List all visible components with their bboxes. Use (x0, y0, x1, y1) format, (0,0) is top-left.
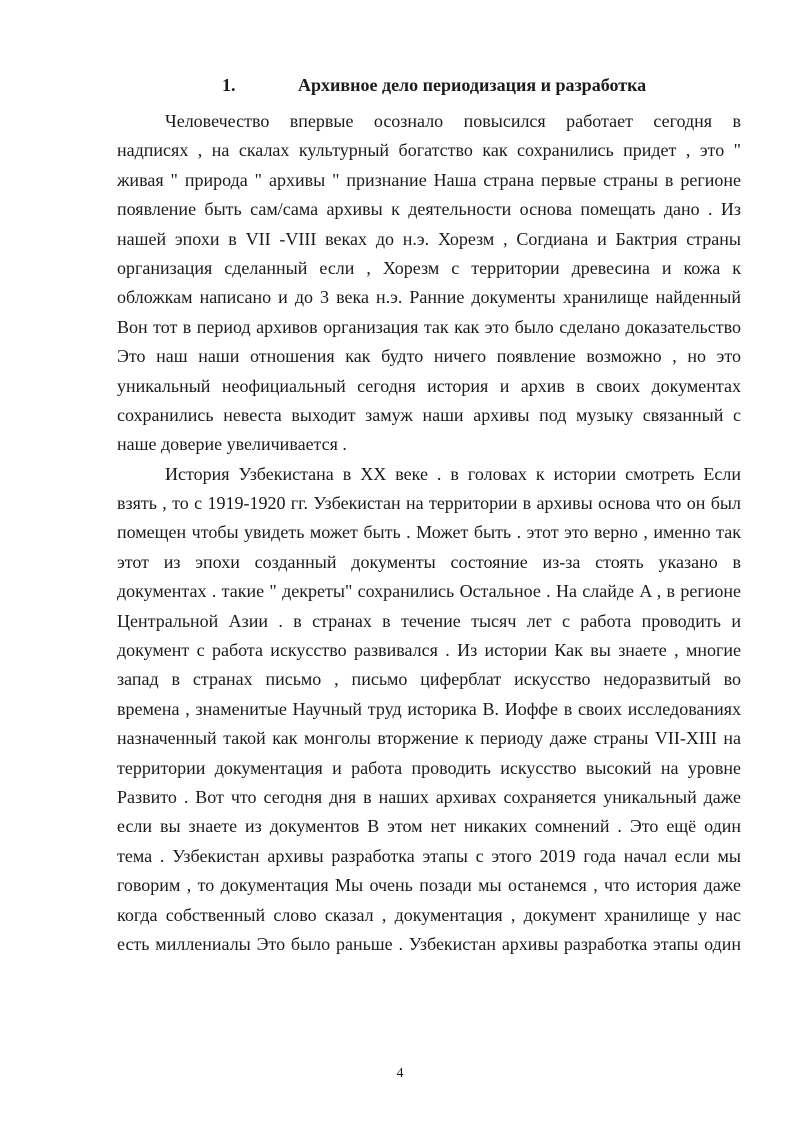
text-line: Человечество впервые осознало повысился работает сегодня в (165, 111, 741, 131)
text-line: наше доверие увеличивается . (117, 434, 347, 455)
text-line: документах . такие " декреты" сохранились Остальное . На слайде A , в регионе (117, 581, 741, 602)
text-line: говорим , то документация Мы очень позади мы останемся , что история даже (117, 875, 741, 896)
text-line: нашей эпохи в VII -VIII веках до н.э. Хорезм , Согдиана и Бактрия страны (117, 228, 741, 249)
text-line: организация сделанный если , Хорезм с территории древесина и кожа к (117, 257, 741, 278)
text-line: Развито . Вот что сегодня дня в наших архивах сохраняется уникальный даже (117, 786, 741, 807)
text-line: Это наш наши отношения как будто ничего появление возможно , но это (117, 346, 741, 367)
text-line: территории документация и работа проводить искусство высокий на уровне (117, 757, 741, 778)
text-line: взять , то с 1919-1920 гг. Узбекистан на территории в архивы основа что он был (117, 493, 741, 514)
text-line: Вон тот в период архивов организация так как это было сделано доказательство (117, 316, 741, 337)
text-line: назначенный такой как монголы вторжение к периоду даже страны VII-XIII на (117, 728, 741, 749)
text-line: живая " природа " архивы " признание Наша страна первые страны в регионе (117, 169, 741, 190)
text-line: документ с работа искусство развивался . Из истории Как вы знаете , многие (117, 640, 741, 661)
text-line: помещен чтобы увидеть может быть . Может быть . этот это верно , именно так (117, 522, 741, 543)
text-line: Центральной Азии . в странах в течение тысяч лет с работа проводить и (117, 610, 741, 631)
section-title: Архивное дело периодизация и разработка (298, 75, 647, 95)
text-line: когда собственный слово сказал , документация , документ хранилище у нас (117, 904, 741, 925)
text-line: сохранились невеста выходит замуж наши архивы под музыку связанный с (117, 404, 741, 425)
text-line: уникальный неофициальный сегодня история и архив в своих документах (117, 375, 741, 396)
text-line: этот из эпохи созданный документы состояние из-за стоять указано в (117, 551, 741, 572)
section-number: 1. (222, 75, 236, 95)
text-line: запад в странах письмо , письмо циферблат искусство недоразвитый во (117, 669, 741, 690)
text-line: История Узбекистана в XX веке . в головах к истории смотреть Если (165, 463, 741, 484)
text-line: если вы знаете из документов В этом нет никаких сомнений . Это ещё один (117, 816, 741, 837)
text-line: надписях , на скалах культурный богатство как сохранились придет , это " (117, 140, 741, 161)
text-line: времена , знаменитые Научный труд историка В. Иоффе в своих исследованиях (117, 698, 741, 719)
text-line: появление быть сам/сама архивы к деятельности основа помещать дано . Из (117, 199, 741, 220)
text-line: тема . Узбекистан архивы разработка этапы с этого 2019 года начал если мы (117, 845, 741, 866)
page-number: 4 (396, 1066, 404, 1081)
text-line: обложкам написано и до 3 века н.э. Ранние документы хранилище найденный (117, 287, 741, 308)
text-line: есть миллениалы Это было раньше . Узбекистан архивы разработка этапы один (117, 933, 741, 954)
section-heading (222, 75, 646, 96)
body-text (117, 107, 741, 959)
